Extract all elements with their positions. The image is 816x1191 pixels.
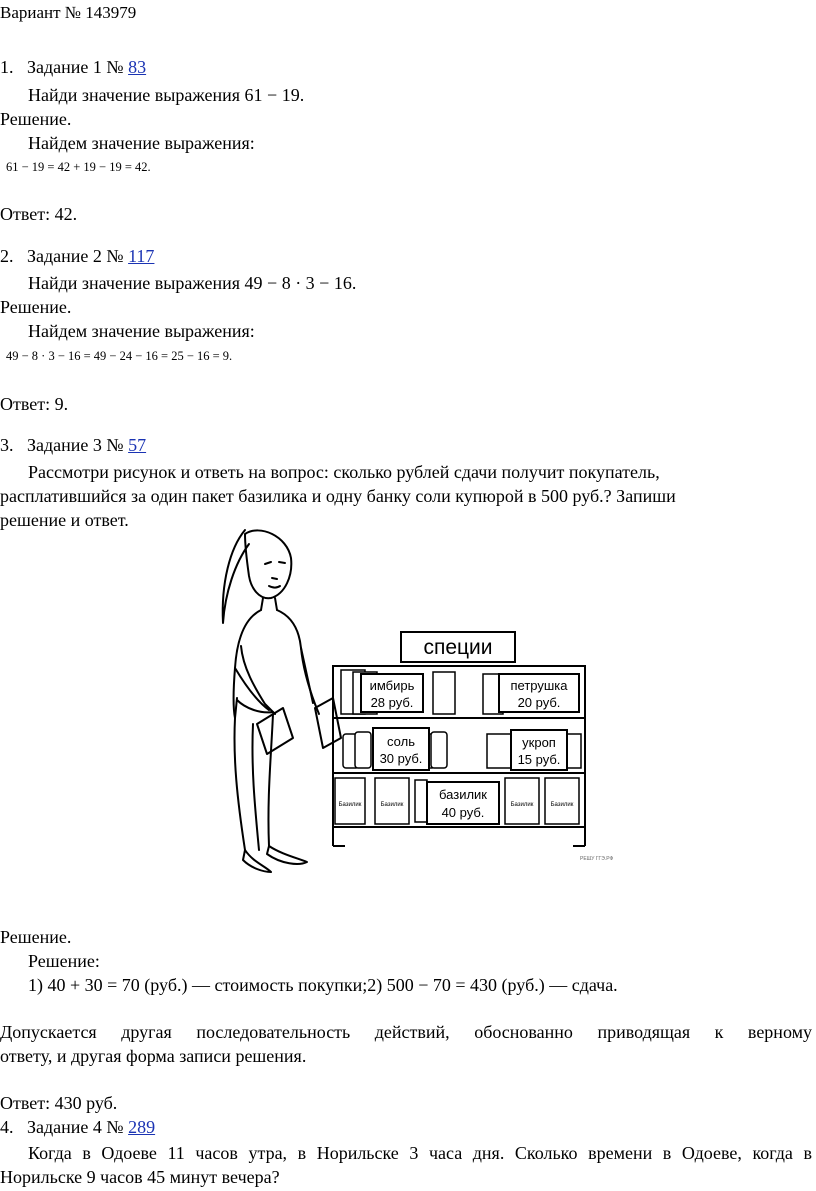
task-3-header: [0, 434, 146, 456]
task-title: Задание 2 №: [27, 246, 124, 266]
task-2-header: [0, 245, 154, 267]
basil-label: базилик: [439, 787, 487, 802]
task-3-answer: Ответ: 430 руб.: [0, 1093, 118, 1113]
task-3-question-line: Рассмотри рисунок и ответь на вопрос: сколько рублей сдачи получит покупатель,: [28, 462, 660, 482]
task-3-question-line: решение и ответ.: [0, 510, 129, 530]
watermark: РЕШУ ГГЭ.РФ: [580, 856, 614, 862]
task-4-question-line: Норильске 9 часов 45 минут вечера?: [0, 1167, 280, 1187]
ginger-price: 28 руб.: [370, 695, 414, 710]
task-3-question-line: расплатившийся за один пакет базилика и одну банку соли купюрой в 500 руб.? Запиши: [0, 486, 676, 506]
ginger-label: имбирь: [369, 678, 415, 693]
woman-figure: [223, 530, 341, 872]
basil-pack: [505, 778, 539, 824]
task-2-solution-intro: Найдем значение выражения:: [28, 321, 255, 341]
task-1-math: 61 − 19 = 42 + 19 − 19 = 42.: [6, 160, 151, 174]
task-4-header: [0, 1116, 155, 1138]
task-3-note-line: ответу, и другая форма записи решения.: [0, 1046, 307, 1066]
basil-pack-side: [415, 780, 427, 822]
variant-title: Вариант № 143979: [0, 3, 137, 22]
pack-label: Базилик: [550, 802, 574, 808]
task-number: 1.: [0, 57, 14, 77]
task-1-answer: Ответ: 42.: [0, 204, 78, 224]
pack-label: Базилик: [380, 802, 404, 808]
task-2-link[interactable]: 117: [128, 246, 155, 266]
basil-pack: [335, 778, 365, 824]
task-3-solution-label: Решение.: [0, 927, 72, 947]
task-1-solution-intro: Найдем значение выражения:: [28, 133, 255, 153]
task-2-solution-label: Решение.: [0, 297, 72, 317]
basil-pack: [375, 778, 409, 824]
task-1-link[interactable]: 83: [128, 57, 147, 77]
dill-label: укроп: [522, 735, 556, 750]
task-2-answer: Ответ: 9.: [0, 394, 69, 414]
task-3-solution-intro: Решение:: [28, 951, 100, 971]
task-title: Задание 4 №: [27, 1117, 124, 1137]
salt-price: 30 руб.: [379, 751, 423, 766]
task-1-solution-label: Решение.: [0, 109, 72, 129]
task-1-question: Найди значение выражения 61 − 19.: [28, 85, 305, 105]
pack-label: Базилик: [338, 802, 362, 808]
task-4-question-line: Когда в Одоеве 11 часов утра, в Норильске 3 часа дня. Сколько времени в Одоеве, когда в: [28, 1143, 812, 1163]
spice-shop-illustration: [215, 528, 635, 873]
parsley-label: петрушка: [510, 678, 568, 693]
dill-price: 15 руб.: [517, 752, 561, 767]
parsley-price: 20 руб.: [517, 695, 561, 710]
task-2-math: 49 − 8 · 3 − 16 = 49 − 24 − 16 = 25 − 16 = 9.: [6, 349, 233, 363]
task-title: Задание 1 №: [27, 57, 124, 77]
task-3-link[interactable]: 57: [128, 435, 147, 455]
task-2-question: Найди значение выражения 49 − 8 · 3 − 16.: [28, 273, 357, 293]
basil-price: 40 руб.: [441, 805, 485, 820]
task-number: 4.: [0, 1117, 14, 1137]
task-title: Задание 3 №: [27, 435, 124, 455]
task-3-note-line: Допускается другая последовательность действий, обоснованно приводящая к верному: [0, 1022, 812, 1042]
task-number: 2.: [0, 246, 14, 266]
salt-label: соль: [387, 734, 415, 749]
task-number: 3.: [0, 435, 14, 455]
basil-pack: [545, 778, 579, 824]
task-4-link[interactable]: 289: [128, 1117, 156, 1137]
pack-label: Базилик: [510, 802, 534, 808]
task-1-header: [0, 56, 146, 78]
task-3-solution-steps: 1) 40 + 30 = 70 (руб.) — стоимость покупки;2) 500 − 70 = 430 (руб.) — сдача.: [28, 975, 618, 995]
sign-text: специи: [423, 636, 493, 659]
